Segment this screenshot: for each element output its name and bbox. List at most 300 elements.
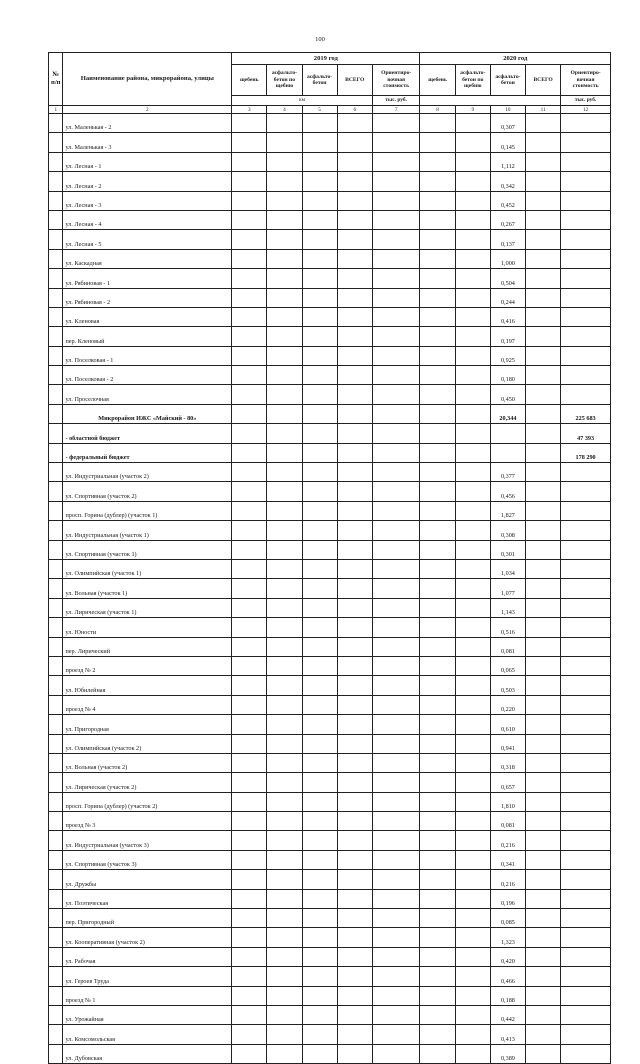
asphalt-2020-km: 0,456 <box>490 482 525 501</box>
empty-cell <box>232 947 267 966</box>
cost-2020 <box>561 559 611 578</box>
cost-2020 <box>561 579 611 598</box>
asphalt-2020-km: 0,267 <box>490 210 525 229</box>
empty-cell <box>455 676 490 695</box>
empty-cell <box>267 443 302 462</box>
empty-cell <box>455 152 490 171</box>
empty-cell <box>267 327 302 346</box>
empty-cell <box>232 579 267 598</box>
roads-table <box>48 52 611 1064</box>
asphalt-2020-km: 0,085 <box>490 909 525 928</box>
empty-cell <box>337 1044 372 1063</box>
table-row <box>49 191 611 210</box>
empty-cell <box>526 424 561 443</box>
empty-cell <box>420 191 455 210</box>
empty-cell <box>267 753 302 772</box>
empty-cell <box>302 986 337 1005</box>
empty-cell <box>420 656 455 675</box>
street-name: проезд № 4 <box>63 695 232 714</box>
column-index: 6 <box>337 106 372 114</box>
asphalt-2020-km: 20,344 <box>490 404 525 423</box>
empty-cell <box>420 579 455 598</box>
empty-cell <box>302 909 337 928</box>
cost-2020 <box>561 947 611 966</box>
street-name: проезд № 1 <box>63 986 232 1005</box>
cost-2020 <box>561 385 611 404</box>
empty-cell <box>232 249 267 268</box>
empty-cell <box>49 152 63 171</box>
empty-cell <box>420 540 455 559</box>
empty-cell <box>302 463 337 482</box>
empty-cell <box>49 598 63 617</box>
asphalt-2020-km: 1,827 <box>490 501 525 520</box>
table-row <box>49 695 611 714</box>
street-name: - областной бюджет <box>63 424 232 443</box>
empty-cell <box>372 637 420 656</box>
empty-cell <box>372 1044 420 1063</box>
empty-cell <box>337 366 372 385</box>
table-row <box>49 133 611 152</box>
empty-cell <box>337 191 372 210</box>
empty-cell <box>526 404 561 423</box>
asphalt-2020-km: 0,413 <box>490 1025 525 1044</box>
empty-cell <box>337 346 372 365</box>
cost-2020 <box>561 792 611 811</box>
empty-cell <box>526 559 561 578</box>
empty-cell <box>337 986 372 1005</box>
cost-2020 <box>561 812 611 831</box>
empty-cell <box>232 307 267 326</box>
asphalt-2020-km: 1,323 <box>490 928 525 947</box>
table-row <box>49 637 611 656</box>
empty-cell <box>232 172 267 191</box>
empty-cell <box>302 637 337 656</box>
empty-cell <box>455 870 490 889</box>
empty-cell <box>420 986 455 1005</box>
empty-cell <box>302 482 337 501</box>
empty-cell <box>302 812 337 831</box>
table-row <box>49 288 611 307</box>
empty-cell <box>420 734 455 753</box>
street-name: ул. Вольная (участок 2) <box>63 753 232 772</box>
empty-cell <box>49 928 63 947</box>
empty-cell <box>49 579 63 598</box>
header-num: № п/п <box>49 53 63 106</box>
cost-2020 <box>561 909 611 928</box>
street-name: ул. Рябиновая - 2 <box>63 288 232 307</box>
empty-cell <box>49 366 63 385</box>
empty-cell <box>372 579 420 598</box>
empty-cell <box>302 559 337 578</box>
empty-cell <box>420 792 455 811</box>
empty-cell <box>337 889 372 908</box>
empty-cell <box>267 598 302 617</box>
page-number: 100 <box>315 36 325 43</box>
asphalt-2020-km: 0,301 <box>490 540 525 559</box>
table-row <box>49 443 611 462</box>
cost-2020 <box>561 870 611 889</box>
empty-cell <box>420 424 455 443</box>
empty-cell <box>302 288 337 307</box>
empty-cell <box>232 424 267 443</box>
empty-cell <box>420 501 455 520</box>
empty-cell <box>337 424 372 443</box>
empty-cell <box>455 521 490 540</box>
asphalt-2020-km: 0,197 <box>490 327 525 346</box>
empty-cell <box>420 928 455 947</box>
empty-cell <box>302 870 337 889</box>
empty-cell <box>420 676 455 695</box>
empty-cell <box>49 676 63 695</box>
asphalt-2020-km: 0,137 <box>490 230 525 249</box>
street-name: ул. Дубовская <box>63 1044 232 1063</box>
empty-cell <box>526 346 561 365</box>
empty-cell <box>372 598 420 617</box>
empty-cell <box>232 928 267 947</box>
subheader-2019-3: ВСЕГО <box>337 65 372 96</box>
asphalt-2020-km: 0,196 <box>490 889 525 908</box>
empty-cell <box>526 598 561 617</box>
empty-cell <box>49 734 63 753</box>
empty-cell <box>267 482 302 501</box>
column-index: 3 <box>232 106 267 114</box>
empty-cell <box>455 889 490 908</box>
empty-cell <box>526 656 561 675</box>
empty-cell <box>526 288 561 307</box>
empty-cell <box>526 812 561 831</box>
asphalt-2020-km: 0,308 <box>490 521 525 540</box>
empty-cell <box>302 404 337 423</box>
column-index-row <box>49 106 611 114</box>
empty-cell <box>526 501 561 520</box>
asphalt-2020-km: 1,000 <box>490 249 525 268</box>
table-body <box>49 114 611 1064</box>
cost-2020: 178 290 <box>561 443 611 462</box>
header-name: Наименование района, микрорайона, улицы <box>63 53 232 106</box>
subheader-2020-1: асфальто-бетон по щебню <box>455 65 490 96</box>
empty-cell <box>232 540 267 559</box>
empty-cell <box>455 540 490 559</box>
asphalt-2020-km: 0,216 <box>490 831 525 850</box>
empty-cell <box>526 172 561 191</box>
empty-cell <box>455 172 490 191</box>
asphalt-2020-km: 0,389 <box>490 1044 525 1063</box>
column-index: 8 <box>420 106 455 114</box>
empty-cell <box>337 521 372 540</box>
table-row <box>49 928 611 947</box>
empty-cell <box>267 540 302 559</box>
empty-cell <box>420 1005 455 1024</box>
street-name: ул. Олимпийская (участок 1) <box>63 559 232 578</box>
empty-cell <box>302 1025 337 1044</box>
empty-cell <box>302 191 337 210</box>
empty-cell <box>455 443 490 462</box>
table-row <box>49 1005 611 1024</box>
empty-cell <box>372 695 420 714</box>
empty-cell <box>372 249 420 268</box>
empty-cell <box>337 695 372 714</box>
column-index: 10 <box>490 106 525 114</box>
street-name: ул. Спортивная (участок 1) <box>63 540 232 559</box>
empty-cell <box>455 909 490 928</box>
empty-cell <box>372 812 420 831</box>
cost-2020: 225 683 <box>561 404 611 423</box>
empty-cell <box>455 133 490 152</box>
empty-cell <box>372 172 420 191</box>
empty-cell <box>372 230 420 249</box>
table-row <box>49 889 611 908</box>
empty-cell <box>420 307 455 326</box>
empty-cell <box>420 1044 455 1063</box>
empty-cell <box>302 734 337 753</box>
empty-cell <box>372 404 420 423</box>
subheader-2019-4: Ориентиро-вочная стоимость <box>372 65 420 96</box>
street-name: ул. Кооперативная (участок 2) <box>63 928 232 947</box>
empty-cell <box>267 521 302 540</box>
empty-cell <box>337 463 372 482</box>
empty-cell <box>420 521 455 540</box>
asphalt-2020-km <box>490 424 525 443</box>
empty-cell <box>372 928 420 947</box>
empty-cell <box>302 792 337 811</box>
empty-cell <box>267 676 302 695</box>
street-name: пер. Лирический <box>63 637 232 656</box>
empty-cell <box>337 1025 372 1044</box>
empty-cell <box>267 133 302 152</box>
empty-cell <box>420 172 455 191</box>
empty-cell <box>49 521 63 540</box>
empty-cell <box>267 986 302 1005</box>
empty-cell <box>420 463 455 482</box>
empty-cell <box>49 967 63 986</box>
empty-cell <box>232 753 267 772</box>
empty-cell <box>302 152 337 171</box>
street-name: ул. Лесная - 2 <box>63 172 232 191</box>
table-row <box>49 366 611 385</box>
subheader-2020-3: ВСЕГО <box>526 65 561 96</box>
empty-cell <box>455 424 490 443</box>
table-row <box>49 618 611 637</box>
empty-cell <box>420 482 455 501</box>
cost-2020 <box>561 249 611 268</box>
empty-cell <box>526 870 561 889</box>
empty-cell <box>267 269 302 288</box>
empty-cell <box>372 792 420 811</box>
empty-cell <box>267 831 302 850</box>
empty-cell <box>49 191 63 210</box>
empty-cell <box>526 889 561 908</box>
empty-cell <box>302 210 337 229</box>
empty-cell <box>302 521 337 540</box>
table-row <box>49 249 611 268</box>
asphalt-2020-km: 0,307 <box>490 114 525 133</box>
empty-cell <box>302 385 337 404</box>
empty-cell <box>302 540 337 559</box>
empty-cell <box>302 773 337 792</box>
empty-cell <box>372 288 420 307</box>
empty-cell <box>455 850 490 869</box>
cost-2020 <box>561 1025 611 1044</box>
asphalt-2020-km: 0,610 <box>490 715 525 734</box>
cost-2020 <box>561 269 611 288</box>
empty-cell <box>337 482 372 501</box>
asphalt-2020-km: 0,442 <box>490 1005 525 1024</box>
asphalt-2020-km: 1,034 <box>490 559 525 578</box>
street-name: ул. Каскадная <box>63 249 232 268</box>
empty-cell <box>49 307 63 326</box>
table-row <box>49 463 611 482</box>
table-row <box>49 327 611 346</box>
empty-cell <box>455 792 490 811</box>
street-name: просп. Горина (дублер) (участок 2) <box>63 792 232 811</box>
empty-cell <box>337 1005 372 1024</box>
empty-cell <box>526 249 561 268</box>
empty-cell <box>526 618 561 637</box>
empty-cell <box>267 812 302 831</box>
table-row <box>49 792 611 811</box>
empty-cell <box>526 637 561 656</box>
empty-cell <box>337 230 372 249</box>
empty-cell <box>267 346 302 365</box>
empty-cell <box>420 385 455 404</box>
empty-cell <box>49 753 63 772</box>
empty-cell <box>455 210 490 229</box>
empty-cell <box>455 307 490 326</box>
table-row <box>49 1025 611 1044</box>
empty-cell <box>455 1044 490 1063</box>
empty-cell <box>420 715 455 734</box>
empty-cell <box>232 114 267 133</box>
empty-cell <box>232 230 267 249</box>
street-name: ул. Лирическая (участок 1) <box>63 598 232 617</box>
cost-2020 <box>561 831 611 850</box>
empty-cell <box>49 404 63 423</box>
street-name: ул. Юбилейная <box>63 676 232 695</box>
empty-cell <box>372 540 420 559</box>
empty-cell <box>232 715 267 734</box>
empty-cell <box>420 889 455 908</box>
cost-2020 <box>561 986 611 1005</box>
empty-cell <box>337 637 372 656</box>
empty-cell <box>526 967 561 986</box>
cost-2020 <box>561 967 611 986</box>
empty-cell <box>526 715 561 734</box>
cost-2020 <box>561 1005 611 1024</box>
empty-cell <box>372 133 420 152</box>
empty-cell <box>232 812 267 831</box>
empty-cell <box>267 967 302 986</box>
unit-km-2020 <box>420 96 561 106</box>
table-row <box>49 831 611 850</box>
empty-cell <box>420 637 455 656</box>
empty-cell <box>267 656 302 675</box>
street-name: ул. Поселковая - 1 <box>63 346 232 365</box>
empty-cell <box>267 947 302 966</box>
cost-2020 <box>561 482 611 501</box>
table-row <box>49 346 611 365</box>
asphalt-2020-km: 0,342 <box>490 172 525 191</box>
subheader-2020-0: щебень <box>420 65 455 96</box>
empty-cell <box>372 773 420 792</box>
empty-cell <box>526 114 561 133</box>
empty-cell <box>49 637 63 656</box>
asphalt-2020-km: 1,112 <box>490 152 525 171</box>
empty-cell <box>302 715 337 734</box>
asphalt-2020-km: 0,377 <box>490 463 525 482</box>
empty-cell <box>232 831 267 850</box>
empty-cell <box>337 831 372 850</box>
street-name: ул. Лесная - 1 <box>63 152 232 171</box>
empty-cell <box>232 676 267 695</box>
street-name: ул. Урожайная <box>63 1005 232 1024</box>
empty-cell <box>302 676 337 695</box>
street-name: ул. Поэтическая <box>63 889 232 908</box>
empty-cell <box>49 947 63 966</box>
empty-cell <box>420 618 455 637</box>
asphalt-2020-km: 0,180 <box>490 366 525 385</box>
empty-cell <box>455 579 490 598</box>
empty-cell <box>526 676 561 695</box>
table-row <box>49 812 611 831</box>
empty-cell <box>526 1005 561 1024</box>
empty-cell <box>337 152 372 171</box>
empty-cell <box>232 210 267 229</box>
empty-cell <box>372 463 420 482</box>
empty-cell <box>372 986 420 1005</box>
empty-cell <box>232 986 267 1005</box>
table-row <box>49 947 611 966</box>
empty-cell <box>526 1025 561 1044</box>
empty-cell <box>372 967 420 986</box>
empty-cell <box>302 366 337 385</box>
empty-cell <box>267 152 302 171</box>
empty-cell <box>267 637 302 656</box>
subheader-2020-2: асфальто-бетон <box>490 65 525 96</box>
street-name: ул. Пригородная <box>63 715 232 734</box>
empty-cell <box>420 114 455 133</box>
empty-cell <box>49 288 63 307</box>
table-row <box>49 1044 611 1063</box>
asphalt-2020-km <box>490 443 525 462</box>
empty-cell <box>526 831 561 850</box>
empty-cell <box>49 889 63 908</box>
empty-cell <box>267 172 302 191</box>
empty-cell <box>232 521 267 540</box>
table-row <box>49 850 611 869</box>
street-name: ул. Вольная (участок 1) <box>63 579 232 598</box>
empty-cell <box>420 812 455 831</box>
empty-cell <box>337 792 372 811</box>
empty-cell <box>232 850 267 869</box>
asphalt-2020-km: 0,145 <box>490 133 525 152</box>
empty-cell <box>455 773 490 792</box>
empty-cell <box>267 773 302 792</box>
empty-cell <box>267 288 302 307</box>
table-row <box>49 385 611 404</box>
empty-cell <box>49 792 63 811</box>
cost-2020 <box>561 521 611 540</box>
empty-cell <box>372 482 420 501</box>
cost-2020 <box>561 540 611 559</box>
header-year-2020: 2020 год <box>420 53 611 65</box>
cost-2020 <box>561 346 611 365</box>
empty-cell <box>526 850 561 869</box>
table-row <box>49 404 611 423</box>
empty-cell <box>455 656 490 675</box>
empty-cell <box>420 327 455 346</box>
column-index: 12 <box>561 106 611 114</box>
empty-cell <box>267 792 302 811</box>
